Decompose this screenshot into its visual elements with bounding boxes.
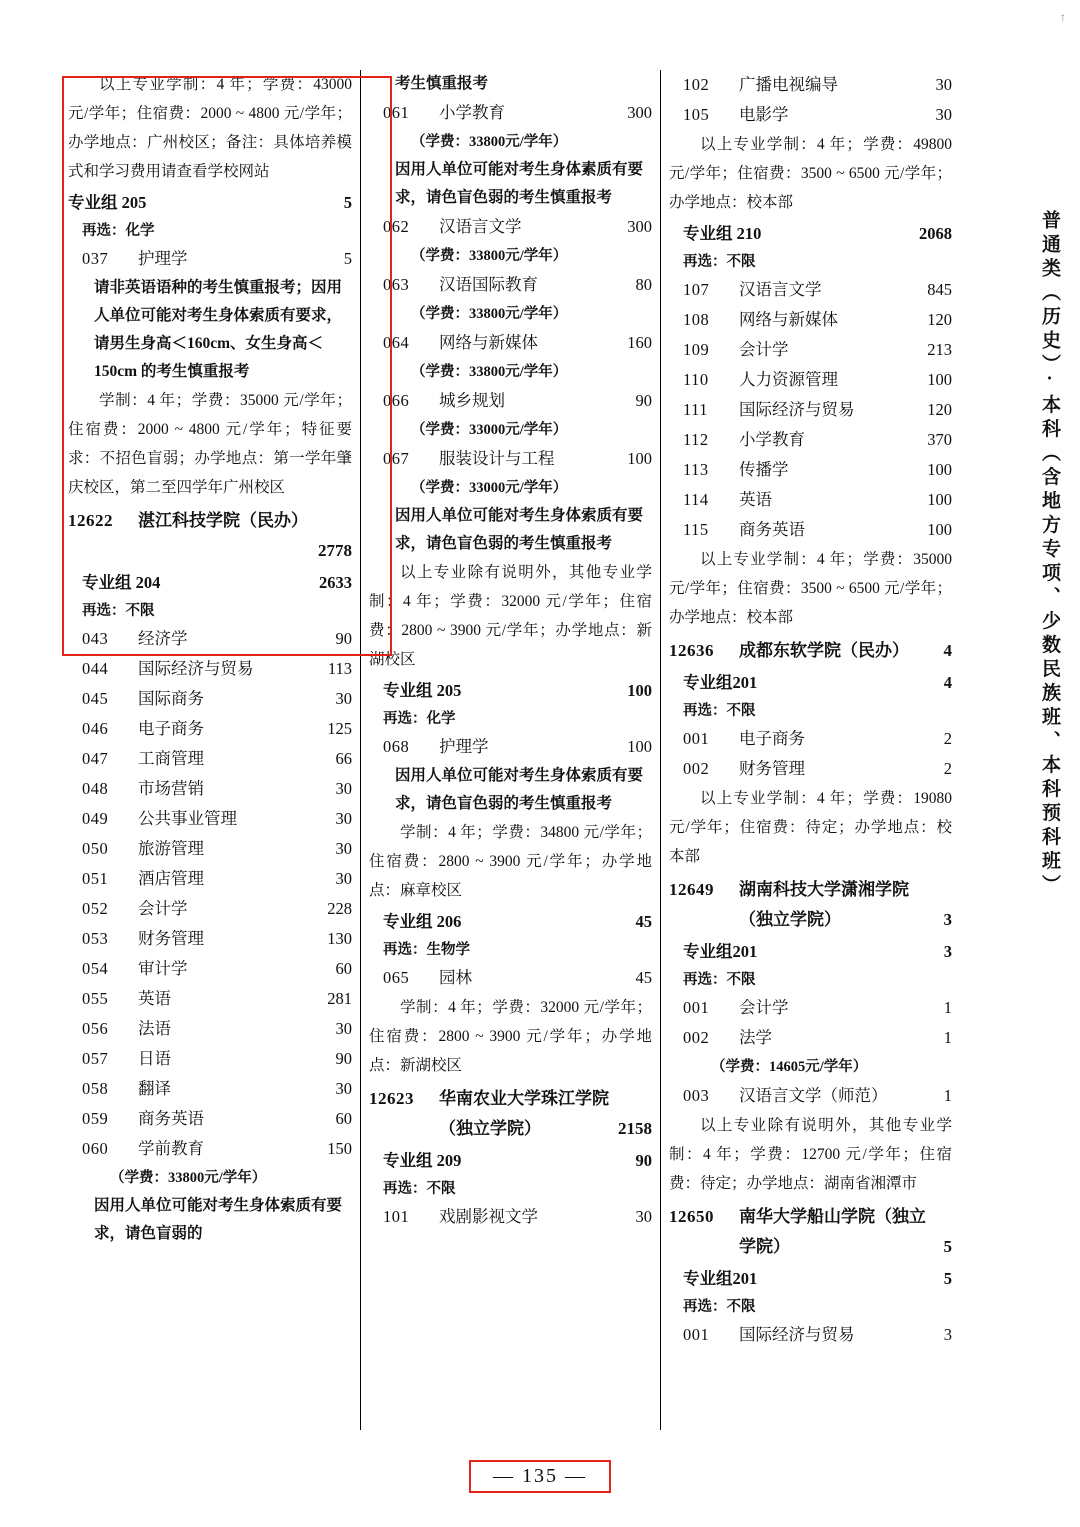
major-name: 会计学 (739, 998, 789, 1017)
major-group-name: 专业组 209 (383, 1151, 462, 1170)
major-code: 044 (82, 659, 109, 678)
major-code: 043 (82, 629, 109, 648)
major-name: 国际经济与贸易 (138, 659, 254, 678)
school-name-cont: （独立学院） (439, 1119, 541, 1138)
major-code: 049 (82, 809, 109, 828)
major-plan-count: 100 (927, 460, 952, 479)
major-name: 翻译 (138, 1079, 171, 1098)
school-row-continuation (369, 1114, 652, 1144)
major-plan-count: 30 (935, 75, 952, 94)
major-name: 电子商务 (739, 729, 805, 748)
note-text: 学制：4 年；学费：35000 元/学年；住宿费：2000 ~ 4800 元/学年；特征要求：不招色盲弱；办学地点：第一学年肇庆校区，第二至四学年广州校区 (68, 392, 352, 496)
school-name: 湖南科技大学潇湘学院 (739, 880, 909, 899)
vertical-section-title: 普通类（历史）·本科（含地方专项、少数民族班、本科预科班） (1039, 210, 1060, 899)
major-plan-count: 1 (943, 998, 952, 1017)
fee-note: （学费：33000元/学年） (411, 422, 568, 438)
major-plan-count: 90 (335, 629, 352, 648)
fee-note: （学费：33800元/学年） (411, 364, 568, 380)
major-row (669, 425, 952, 455)
school-code: 12622 (68, 511, 113, 530)
note-text: 学制：4 年；学费：34800 元/学年；住宿费：2800 ~ 3900 元/学年；办学地点：麻章校区 (369, 824, 652, 899)
major-name: 财务管理 (138, 929, 204, 948)
major-name: 护理学 (439, 737, 489, 756)
major-group-count: 5 (343, 193, 352, 212)
major-code: 062 (383, 217, 410, 236)
major-row (669, 455, 952, 485)
major-name: 戏剧影视文学 (439, 1207, 538, 1226)
major-plan-count: 281 (327, 989, 352, 1008)
major-plan-count: 120 (927, 310, 952, 329)
fee-note: （学费：33800元/学年） (411, 306, 568, 322)
school-name-cont: 学院） (739, 1237, 790, 1256)
major-row (68, 714, 352, 744)
major-plan-count: 160 (627, 333, 652, 352)
major-code: 053 (82, 929, 109, 948)
reselect-subject: 再选：不限 (82, 603, 155, 619)
major-row (369, 270, 652, 300)
major-row (669, 335, 952, 365)
reselect-subject: 再选：不限 (683, 254, 756, 270)
major-row (669, 515, 952, 545)
major-code: 108 (683, 310, 710, 329)
major-plan-count: 1 (943, 1086, 952, 1105)
major-name: 学前教育 (138, 1139, 204, 1158)
major-name: 汉语言文学 (439, 217, 522, 236)
major-code: 105 (683, 105, 710, 124)
major-plan-count: 228 (327, 899, 352, 918)
major-name: 法语 (138, 1019, 171, 1038)
bold-note-text: 因用人单位可能对考生身体索质有要求，请色盲色弱的考生慎重报考 (395, 767, 644, 812)
major-plan-count: 30 (335, 689, 352, 708)
major-code: 057 (82, 1049, 109, 1068)
major-code: 063 (383, 275, 410, 294)
major-plan-count: 100 (927, 520, 952, 539)
major-code: 045 (82, 689, 109, 708)
bold-note-text: 因用人单位可能对考生身体索质有要求，请色盲弱的 (94, 1197, 343, 1242)
note-text: 以上专业学制：4 年；学费：35000 元/学年；住宿费：3500 ~ 6500 元/学年；办学地点：校本部 (669, 551, 952, 626)
major-plan-count: 100 (627, 449, 652, 468)
major-code: 046 (82, 719, 109, 738)
major-plan-count: 90 (635, 391, 652, 410)
major-row (669, 1081, 952, 1111)
major-name: 传播学 (739, 460, 789, 479)
major-row (68, 894, 352, 924)
major-name: 会计学 (138, 899, 188, 918)
major-group-count: 5 (943, 1269, 952, 1288)
column-3 (660, 70, 960, 1430)
fee-note: （学费：33000元/学年） (411, 480, 568, 496)
major-row (669, 395, 952, 425)
major-code: 059 (82, 1109, 109, 1128)
major-row (669, 305, 952, 335)
major-row (68, 984, 352, 1014)
major-code: 002 (683, 1028, 710, 1047)
school-plan-count: 2158 (618, 1119, 652, 1138)
major-name: 汉语言文学（师范） (739, 1086, 888, 1105)
major-plan-count: 30 (335, 1079, 352, 1098)
page-number: — 135 — (469, 1460, 611, 1493)
major-group-row (68, 568, 352, 598)
major-group-row (68, 188, 352, 218)
major-row (669, 275, 952, 305)
major-name: 小学教育 (739, 430, 805, 449)
note-text: 以上专业学制：4 年；学费：19080 元/学年；住宿费：待定；办学地点：校本部 (669, 790, 952, 865)
major-code: 052 (82, 899, 109, 918)
reselect-subject: 再选：不限 (683, 703, 756, 719)
major-plan-count: 2 (943, 759, 952, 778)
major-plan-count: 30 (335, 809, 352, 828)
major-plan-count: 80 (635, 275, 652, 294)
school-row-continuation: 2778 (318, 541, 352, 560)
major-plan-count: 30 (935, 105, 952, 124)
major-name: 商务英语 (739, 520, 805, 539)
major-code: 110 (683, 370, 709, 389)
bold-note-text: 因用人单位可能对考生身体索质有要求，请色盲色弱的考生慎重报考 (395, 507, 644, 552)
major-row (669, 1023, 952, 1053)
school-row (669, 1202, 952, 1232)
column-1 (60, 70, 360, 1430)
major-plan-count: 120 (927, 400, 952, 419)
bold-note-text: 因用人单位可能对考生身体素质有要求，请色盲色弱的考生慎重报考 (395, 161, 644, 206)
major-group-count: 2633 (319, 573, 352, 592)
reselect-subject: 再选：生物学 (383, 942, 470, 958)
major-row (669, 485, 952, 515)
major-row (68, 244, 352, 274)
major-name: 市场营销 (138, 779, 204, 798)
major-code: 111 (683, 400, 709, 419)
fee-note: （学费：33800元/学年） (411, 134, 568, 150)
school-code: 12649 (669, 880, 714, 899)
major-plan-count: 100 (627, 737, 652, 756)
major-name: 汉语言文学 (739, 280, 822, 299)
major-name: 国际商务 (138, 689, 204, 708)
note-text: 以上专业学制：4 年；学费：43000 元/学年；住宿费：2000 ~ 4800 元/学年；办学地点：广州校区；备注：具体培养模式和学习费用请查看学校网站 (68, 76, 352, 180)
major-plan-count: 300 (627, 217, 652, 236)
school-name: 南华大学船山学院（独立 (739, 1207, 926, 1226)
major-code: 109 (683, 340, 710, 359)
major-code: 048 (82, 779, 109, 798)
major-code: 051 (82, 869, 109, 888)
major-code: 065 (383, 968, 410, 987)
major-row (369, 963, 652, 993)
school-name: 湛江科技学院（民办） (138, 511, 308, 530)
school-row (669, 875, 952, 905)
reselect-subject: 再选：不限 (383, 1181, 456, 1197)
school-plan-count: 3 (943, 910, 952, 929)
corner-mark: ↑ (1060, 10, 1066, 24)
major-name: 法学 (739, 1028, 772, 1047)
major-group-name: 专业组201 (683, 1269, 758, 1288)
major-group-count: 4 (943, 673, 952, 692)
major-row (68, 954, 352, 984)
major-plan-count: 30 (335, 779, 352, 798)
major-name: 服装设计与工程 (439, 449, 555, 468)
major-row (669, 754, 952, 784)
major-group-count: 3 (943, 942, 952, 961)
major-plan-count: 60 (335, 1109, 352, 1128)
major-name: 日语 (138, 1049, 171, 1068)
major-row (68, 684, 352, 714)
school-row (68, 506, 352, 536)
school-name-cont: （独立学院） (739, 910, 841, 929)
major-row (68, 1104, 352, 1134)
major-name: 城乡规划 (439, 391, 505, 410)
major-name: 国际经济与贸易 (739, 1325, 855, 1344)
major-code: 001 (683, 1325, 710, 1344)
major-plan-count: 66 (335, 749, 352, 768)
major-name: 人力资源管理 (739, 370, 838, 389)
major-code: 115 (683, 520, 709, 539)
school-plan-count: 5 (943, 1237, 952, 1256)
major-plan-count: 90 (335, 1049, 352, 1068)
reselect-subject: 再选：化学 (383, 711, 456, 727)
reselect-subject: 再选：化学 (82, 223, 155, 239)
major-code: 056 (82, 1019, 109, 1038)
major-code: 102 (683, 75, 710, 94)
major-plan-count: 370 (927, 430, 952, 449)
note-text: 以上专业学制：4 年；学费：49800 元/学年；住宿费：3500 ~ 6500 元/学年；办学地点：校本部 (669, 136, 952, 211)
major-name: 电影学 (739, 105, 789, 124)
fee-note: （学费：14605元/学年） (711, 1059, 868, 1075)
major-row (369, 212, 652, 242)
major-row (68, 654, 352, 684)
major-group-row (669, 1264, 952, 1294)
major-group-name: 专业组201 (683, 942, 758, 961)
major-group-count: 100 (627, 681, 652, 700)
major-row (669, 724, 952, 754)
major-group-row (369, 1146, 652, 1176)
note-text: 学制：4 年；学费：32000 元/学年；住宿费：2800 ~ 3900 元/学年；办学地点：新湖校区 (369, 999, 652, 1074)
major-name: 汉语国际教育 (439, 275, 538, 294)
column-2 (360, 70, 660, 1430)
major-group-row (669, 668, 952, 698)
major-group-row (369, 676, 652, 706)
major-group-name: 专业组 204 (82, 573, 161, 592)
major-code: 055 (82, 989, 109, 1008)
major-row (68, 1134, 352, 1164)
bold-note-text: 请非英语语种的考生慎重报考；因用人单位可能对考生身体索质有要求，请男生身高＜160cm、女生身高＜150cm 的考生慎重报考 (94, 279, 343, 380)
major-name: 商务英语 (138, 1109, 204, 1128)
major-row (68, 924, 352, 954)
major-plan-count: 30 (335, 869, 352, 888)
major-name: 网络与新媒体 (739, 310, 838, 329)
school-name: 成都东软学院（民办） (739, 641, 909, 660)
major-name: 工商管理 (138, 749, 204, 768)
school-code: 12636 (669, 641, 714, 660)
major-code: 001 (683, 998, 710, 1017)
major-group-count: 2068 (919, 224, 952, 243)
major-plan-count: 30 (335, 1019, 352, 1038)
major-plan-count: 845 (927, 280, 952, 299)
page-number-wrap (0, 1460, 1080, 1493)
major-group-name: 专业组 205 (383, 681, 462, 700)
major-plan-count: 1 (943, 1028, 952, 1047)
note-text: 以上专业除有说明外，其他专业学制：4 年；学费：12700 元/学年；住宿费：待定；办学地点：湖南省湘潭市 (669, 1117, 952, 1192)
school-row (369, 1084, 652, 1114)
major-row (68, 864, 352, 894)
major-name: 小学教育 (439, 103, 505, 122)
fee-note: （学费：33800元/学年） (411, 248, 568, 264)
school-row (669, 636, 952, 666)
major-row (369, 732, 652, 762)
reselect-subject: 再选：不限 (683, 1299, 756, 1315)
major-plan-count: 100 (927, 490, 952, 509)
major-name: 国际经济与贸易 (739, 400, 855, 419)
major-code: 113 (683, 460, 709, 479)
bold-note-text: 考生慎重报考 (395, 75, 489, 92)
major-row (68, 774, 352, 804)
major-code: 107 (683, 280, 710, 299)
major-row (669, 1320, 952, 1350)
major-code: 002 (683, 759, 710, 778)
reselect-subject: 再选：不限 (683, 972, 756, 988)
major-name: 酒店管理 (138, 869, 204, 888)
major-code: 061 (383, 103, 410, 122)
major-row (669, 70, 952, 100)
major-plan-count: 300 (627, 103, 652, 122)
fee-note: （学费：33800元/学年） (110, 1170, 267, 1186)
major-code: 066 (383, 391, 410, 410)
major-name: 财务管理 (739, 759, 805, 778)
major-name: 英语 (739, 490, 772, 509)
major-plan-count: 45 (635, 968, 652, 987)
major-row (68, 1044, 352, 1074)
major-code: 114 (683, 490, 709, 509)
major-code: 003 (683, 1086, 710, 1105)
three-column-body (60, 70, 960, 1430)
major-row (669, 365, 952, 395)
major-name: 护理学 (138, 249, 188, 268)
major-name: 电子商务 (138, 719, 204, 738)
major-code: 054 (82, 959, 109, 978)
school-row-continuation (669, 905, 952, 935)
major-name: 会计学 (739, 340, 789, 359)
major-plan-count: 30 (635, 1207, 652, 1226)
major-group-name: 专业组201 (683, 673, 758, 692)
major-code: 058 (82, 1079, 109, 1098)
major-row (68, 1074, 352, 1104)
major-row (68, 834, 352, 864)
major-row (68, 804, 352, 834)
major-name: 审计学 (138, 959, 188, 978)
major-row (68, 624, 352, 654)
major-plan-count: 100 (927, 370, 952, 389)
school-name: 华南农业大学珠江学院 (439, 1089, 609, 1108)
major-code: 064 (383, 333, 410, 352)
school-row-continuation (669, 1232, 952, 1262)
major-code: 047 (82, 749, 109, 768)
major-row (669, 993, 952, 1023)
major-code: 050 (82, 839, 109, 858)
major-name: 经济学 (138, 629, 188, 648)
major-row (669, 100, 952, 130)
major-group-name: 专业组 206 (383, 912, 462, 931)
major-name: 园林 (439, 968, 472, 987)
major-group-row (669, 219, 952, 249)
school-plan-count: 4 (943, 641, 952, 660)
major-row (369, 98, 652, 128)
major-plan-count: 130 (327, 929, 352, 948)
major-name: 英语 (138, 989, 171, 1008)
major-code: 068 (383, 737, 410, 756)
major-row (369, 444, 652, 474)
major-code: 001 (683, 729, 710, 748)
major-plan-count: 60 (335, 959, 352, 978)
major-plan-count: 125 (327, 719, 352, 738)
major-row (369, 328, 652, 358)
major-row (369, 1202, 652, 1232)
major-plan-count: 3 (943, 1325, 952, 1344)
major-plan-count: 213 (927, 340, 952, 359)
major-name: 广播电视编导 (739, 75, 838, 94)
major-code: 067 (383, 449, 410, 468)
major-plan-count: 113 (327, 659, 352, 678)
major-row (68, 744, 352, 774)
major-name: 旅游管理 (138, 839, 204, 858)
note-text: 以上专业除有说明外，其他专业学制：4 年；学费：32000 元/学年；住宿费：2800 ~ 3900 元/学年；办学地点：新湖校区 (369, 564, 652, 668)
major-group-name: 专业组 205 (68, 193, 147, 212)
school-code: 12650 (669, 1207, 714, 1226)
major-group-row (369, 907, 652, 937)
major-row (369, 386, 652, 416)
major-name: 公共事业管理 (138, 809, 237, 828)
major-code: 037 (82, 249, 109, 268)
major-code: 101 (383, 1207, 410, 1226)
major-plan-count: 5 (343, 249, 352, 268)
major-group-count: 90 (635, 1151, 652, 1170)
major-plan-count: 30 (335, 839, 352, 858)
major-code: 060 (82, 1139, 109, 1158)
major-plan-count: 150 (327, 1139, 352, 1158)
major-group-row (669, 937, 952, 967)
major-name: 网络与新媒体 (439, 333, 538, 352)
major-plan-count: 2 (943, 729, 952, 748)
major-group-name: 专业组 210 (683, 224, 762, 243)
major-code: 112 (683, 430, 709, 449)
major-group-count: 45 (635, 912, 652, 931)
school-code: 12623 (369, 1089, 414, 1108)
major-row (68, 1014, 352, 1044)
